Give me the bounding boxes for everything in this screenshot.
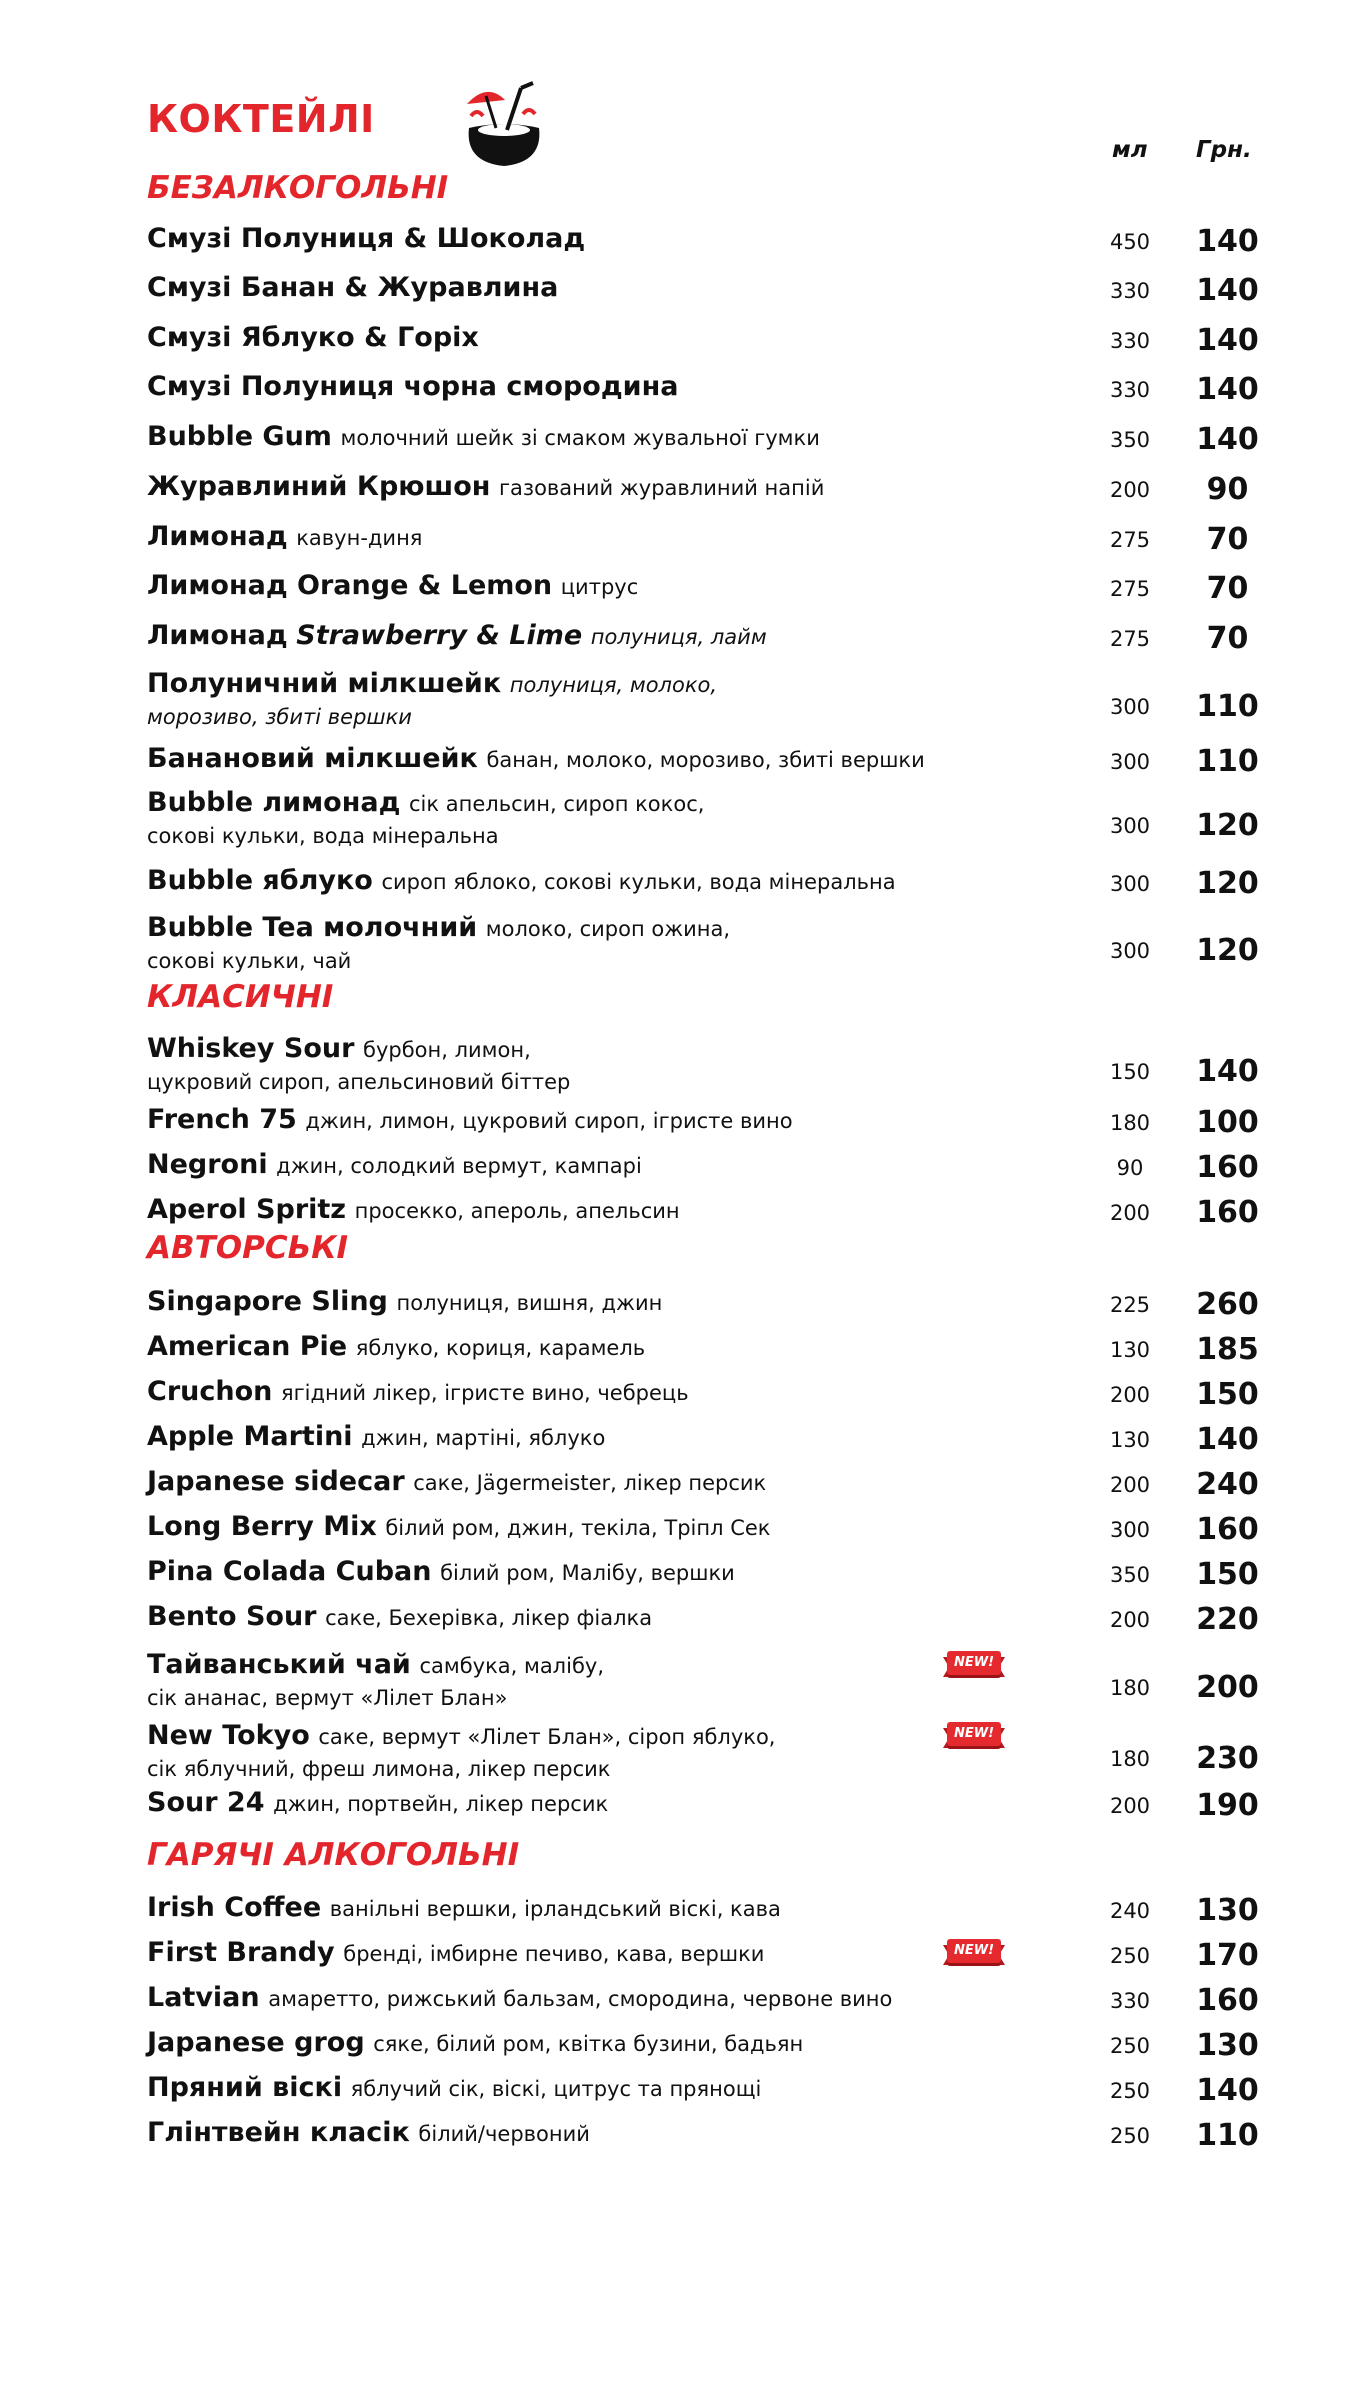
menu-item-description: полуниця, лайм — [590, 625, 767, 649]
menu-item-price: 140 — [1196, 422, 1259, 457]
menu-item-name: Bubble Tea молочний — [147, 912, 478, 943]
menu-item-volume: 250 — [1109, 2034, 1151, 2058]
section-classic: КЛАСИЧНІ — [147, 979, 334, 1015]
section-signature: АВТОРСЬКІ — [147, 1230, 349, 1266]
menu-item-volume: 450 — [1109, 230, 1151, 254]
menu-item-price: 170 — [1196, 1938, 1259, 1973]
menu-item-price: 130 — [1196, 1893, 1259, 1928]
menu-item-name: First Brandy — [147, 1937, 335, 1968]
menu-item-price: 70 — [1206, 571, 1249, 606]
menu-item-price: 260 — [1196, 1287, 1259, 1322]
menu-item-volume: 200 — [1109, 1201, 1151, 1225]
menu-item-volume: 350 — [1109, 428, 1151, 452]
menu-item-name: Bento Sour — [147, 1601, 317, 1632]
menu-item-name: Смузі Банан & Журавлина — [147, 272, 559, 303]
menu-item-description: джин, портвейн, лікер персик — [273, 1792, 609, 1816]
menu-item-volume: 130 — [1109, 1428, 1151, 1452]
menu-item-volume: 200 — [1109, 1383, 1151, 1407]
page-title: КОКТЕЙЛІ — [147, 97, 375, 141]
menu-item-description: банан, молоко, морозиво, збиті вершки — [486, 748, 925, 772]
menu-item-name: Полуничний мілкшейк — [147, 668, 502, 699]
menu-item-name: Aperol Spritz — [147, 1194, 347, 1225]
menu-item-description: цитрус — [560, 575, 639, 599]
menu-item-volume: 300 — [1109, 695, 1151, 719]
new-badge-label: NEW! — [953, 1655, 995, 1670]
menu-item-description: джин, солодкий вермут, кампарі — [276, 1154, 642, 1178]
section-non-alcoholic: БЕЗАЛКОГОЛЬНІ — [147, 170, 449, 206]
menu-item-description: сік апельсин, сироп кокос, — [409, 792, 705, 816]
menu-item-name: Банановий мілкшейк — [147, 743, 478, 774]
menu-item-name: Latvian — [147, 1982, 260, 2013]
menu-item-price: 140 — [1196, 372, 1259, 407]
menu-item-volume: 250 — [1109, 1944, 1151, 1968]
menu-item-name: Whiskey Sour — [147, 1033, 355, 1064]
menu-item-volume: 300 — [1109, 814, 1151, 838]
menu-item-name: Long Berry Mix — [147, 1511, 377, 1542]
menu-item-volume: 200 — [1109, 1794, 1151, 1818]
menu-item-description: джин, мартіні, яблуко — [361, 1426, 606, 1450]
menu-item-price: 140 — [1196, 1422, 1259, 1457]
menu-item-description: амаретто, рижський бальзам, смородина, червоне вино — [268, 1987, 893, 2011]
menu-item-volume: 300 — [1109, 750, 1151, 774]
menu-item-volume: 180 — [1109, 1111, 1151, 1135]
menu-item-description: газований журавлиний напій — [499, 476, 825, 500]
menu-item-price: 120 — [1196, 933, 1259, 968]
column-header-volume: мл — [1112, 137, 1148, 163]
menu-item-volume: 330 — [1109, 1989, 1151, 2013]
menu-item-description-continued: морозиво, збиті вершки — [147, 705, 412, 729]
menu-item-price: 190 — [1196, 1788, 1259, 1823]
menu-item-volume: 225 — [1109, 1293, 1151, 1317]
menu-item-price: 70 — [1206, 522, 1249, 557]
menu-item-name: Apple Martini — [147, 1421, 353, 1452]
menu-item-price: 185 — [1196, 1332, 1259, 1367]
menu-item-price: 120 — [1196, 808, 1259, 843]
menu-item-name-italic: Strawberry & Lime — [296, 620, 583, 651]
menu-item-price: 220 — [1196, 1602, 1259, 1637]
menu-item-description-continued: цукровий сироп, апельсиновий біттер — [147, 1070, 571, 1094]
menu-item-description: полуниця, молоко, — [509, 673, 718, 697]
menu-item-volume: 200 — [1109, 1608, 1151, 1632]
menu-item-description: молоко, сироп ожина, — [485, 917, 731, 941]
menu-item-volume: 200 — [1109, 1473, 1151, 1497]
menu-item-price: 110 — [1196, 2118, 1259, 2153]
menu-item-description: джин, лимон, цукровий сироп, ігристе вино — [305, 1109, 793, 1133]
menu-item-name: Cruchon — [147, 1376, 273, 1407]
menu-item-description: кавун-диня — [296, 526, 423, 550]
menu-item-volume: 275 — [1109, 627, 1151, 651]
menu-item-volume: 350 — [1109, 1563, 1151, 1587]
menu-item-volume: 330 — [1109, 329, 1151, 353]
menu-item-price: 230 — [1196, 1741, 1259, 1776]
menu-item-price: 130 — [1196, 2028, 1259, 2063]
menu-item-volume: 330 — [1109, 378, 1151, 402]
menu-item-description: самбука, малібу, — [419, 1654, 604, 1678]
menu-item-volume: 330 — [1109, 279, 1151, 303]
menu-item-description: сяке, білий ром, квітка бузини, бадьян — [373, 2032, 804, 2056]
menu-item-description: сироп яблоко, сокові кульки, вода мінеральна — [381, 870, 896, 894]
column-header-price: Грн. — [1196, 137, 1252, 163]
menu-item-price: 90 — [1206, 472, 1249, 507]
menu-item-name: Смузі Полуниця чорна смородина — [147, 371, 679, 402]
new-badge-icon — [943, 1651, 1005, 1681]
menu-item-price: 120 — [1196, 866, 1259, 901]
menu-item-volume: 300 — [1109, 872, 1151, 896]
menu-item-description-continued: сокові кульки, вода мінеральна — [147, 824, 499, 848]
menu-item-name: Смузі Яблуко & Горіх — [147, 322, 479, 353]
menu-item-name: Negroni — [147, 1149, 268, 1180]
menu-item-volume: 275 — [1109, 528, 1151, 552]
menu-item-description-continued: сік яблучний, фреш лимона, лікер персик — [147, 1757, 611, 1781]
menu-item-price: 150 — [1196, 1377, 1259, 1412]
menu-item-volume: 250 — [1109, 2124, 1151, 2148]
menu-item-price: 160 — [1196, 1983, 1259, 2018]
menu-item-description: саке, вермут «Лілет Блан», сіроп яблуко, — [318, 1725, 776, 1749]
menu-item-volume: 275 — [1109, 577, 1151, 601]
menu-item-price: 140 — [1196, 323, 1259, 358]
menu-item-description-continued: сокові кульки, чай — [147, 949, 352, 973]
menu-item-volume: 300 — [1109, 1518, 1151, 1542]
menu-item-name: Japanese grog — [147, 2027, 365, 2058]
menu-item-name: Bubble Gum — [147, 421, 332, 452]
menu-item-name: Глінтвейн класік — [147, 2117, 410, 2148]
menu-item-description: ягідний лікер, ігристе вино, чебрець — [280, 1381, 689, 1405]
menu-item-volume: 200 — [1109, 478, 1151, 502]
new-badge-label: NEW! — [953, 1726, 995, 1741]
menu-item-name: Смузі Полуниця & Шоколад — [147, 223, 586, 254]
menu-item-volume: 240 — [1109, 1899, 1151, 1923]
menu-item-volume: 300 — [1109, 939, 1151, 963]
menu-item-name: Лимонад — [147, 521, 288, 552]
menu-item-name: Тайванський чай — [147, 1649, 411, 1680]
menu-item-price: 110 — [1196, 689, 1259, 724]
menu-item-description: саке, Бехерівка, лікер фіалка — [325, 1606, 653, 1630]
menu-item-name: Лимонад — [147, 620, 288, 651]
menu-item-description: яблуко, кориця, карамель — [355, 1336, 646, 1360]
menu-item-description: білий/червоний — [418, 2122, 590, 2146]
menu-item-price: 150 — [1196, 1557, 1259, 1592]
menu-item-name: New Tokyo — [147, 1720, 310, 1751]
menu-item-name: Pina Colada Cuban — [147, 1556, 432, 1587]
menu-item-description: молочний шейк зі смаком жувальної гумки — [340, 426, 820, 450]
menu-item-name: Журавлиний Крюшон — [147, 471, 491, 502]
menu-item-name: Singapore Sling — [147, 1286, 388, 1317]
menu-item-description: ванільні вершки, ірландський віскі, кава — [329, 1897, 781, 1921]
menu-item-description: саке, Jägermeister, лікер персик — [413, 1471, 767, 1495]
section-hot-alcoholic: ГАРЯЧІ АЛКОГОЛЬНІ — [147, 1837, 520, 1873]
cocktail-coconut-icon — [463, 80, 545, 170]
menu-item-volume: 130 — [1109, 1338, 1151, 1362]
new-badge-label: NEW! — [953, 1943, 995, 1958]
menu-item-description: полуниця, вишня, джин — [396, 1291, 663, 1315]
menu-item-volume: 180 — [1109, 1676, 1151, 1700]
menu-item-price: 140 — [1196, 224, 1259, 259]
menu-item-description: білий ром, джин, текіла, Тріпл Сек — [385, 1516, 771, 1540]
menu-item-description: яблучий сік, віскі, цитрус та прянощі — [350, 2077, 762, 2101]
menu-item-description-continued: сік ананас, вермут «Лілет Блан» — [147, 1686, 508, 1710]
menu-item-price: 140 — [1196, 273, 1259, 308]
menu-item-price: 110 — [1196, 744, 1259, 779]
menu-item-price: 200 — [1196, 1670, 1259, 1705]
menu-item-name: Bubble яблуко — [147, 865, 373, 896]
menu-item-name: American Pie — [147, 1331, 348, 1362]
menu-item-price: 140 — [1196, 2073, 1259, 2108]
menu-item-price: 140 — [1196, 1054, 1259, 1089]
menu-item-description: просекко, апероль, апельсин — [354, 1199, 680, 1223]
menu-item-name: Пряний віскі — [147, 2072, 343, 2103]
menu-item-volume: 250 — [1109, 2079, 1151, 2103]
menu-item-price: 160 — [1196, 1195, 1259, 1230]
menu-item-name: Sour 24 — [147, 1787, 265, 1818]
menu-item-description: бренді, імбирне печиво, кава, вершки — [343, 1942, 765, 1966]
menu-item-name: Лимонад Orange & Lemon — [147, 570, 553, 601]
menu-item-description: білий ром, Малібу, вершки — [440, 1561, 735, 1585]
menu-item-price: 70 — [1206, 621, 1249, 656]
new-badge-icon — [943, 1722, 1005, 1752]
menu-item-description: бурбон, лимон, — [363, 1038, 531, 1062]
menu-item-name: Japanese sidecar — [147, 1466, 405, 1497]
menu-item-price: 240 — [1196, 1467, 1259, 1502]
menu-item-name: Bubble лимонад — [147, 787, 401, 818]
menu-item-price: 160 — [1196, 1512, 1259, 1547]
menu-item-volume: 180 — [1109, 1747, 1151, 1771]
menu-item-price: 160 — [1196, 1150, 1259, 1185]
menu-item-price: 100 — [1196, 1105, 1259, 1140]
new-badge-icon — [943, 1939, 1005, 1969]
menu-item-name: Irish Coffee — [147, 1892, 322, 1923]
menu-item-name: French 75 — [147, 1104, 297, 1135]
menu-item-volume: 90 — [1116, 1156, 1144, 1180]
menu-item-volume: 150 — [1109, 1060, 1151, 1084]
